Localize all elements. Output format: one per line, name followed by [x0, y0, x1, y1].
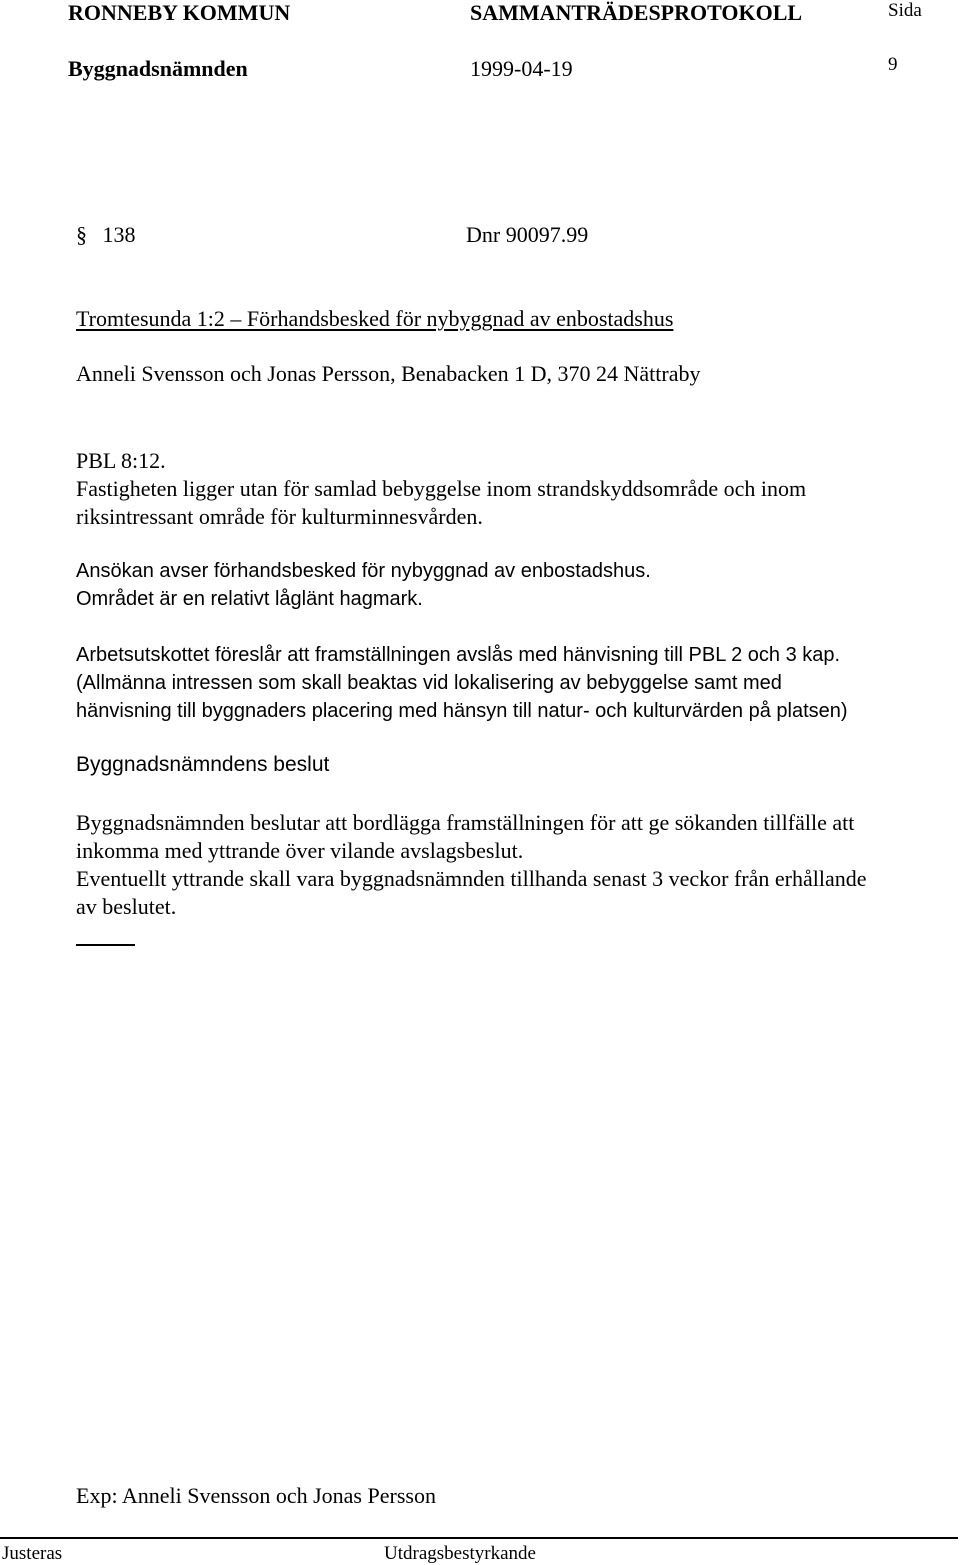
- justeras-label: Justeras: [2, 1543, 63, 1564]
- paragraph-background: [76, 447, 806, 531]
- paragraph-application: [76, 557, 651, 613]
- item-number-row: [76, 222, 136, 248]
- paragraph-line: av beslutet.: [76, 894, 177, 919]
- utdragsbestyrkande-label: Utdragsbestyrkande: [384, 1543, 536, 1564]
- applicant: Anneli Svensson och Jonas Persson, Benabacken 1 D, 370 24 Nättraby: [76, 361, 701, 386]
- separator-line: [76, 944, 135, 946]
- section-sign: §: [76, 222, 87, 247]
- decision-heading: Byggnadsnämndens beslut: [76, 753, 330, 776]
- committee-name: Byggnadsnämnden: [68, 56, 248, 81]
- pbl-reference: PBL 8:12.: [76, 448, 166, 473]
- item-number: 138: [102, 222, 136, 247]
- paragraph-line: (Allmänna intressen som skall beaktas vid lokalisering av bebyggelse samt med: [76, 672, 782, 694]
- paragraph-line: Byggnadsnämnden beslutar att bordlägga framställningen för att ge sökanden tillfälle att: [76, 810, 855, 835]
- paragraph-line: Arbetsutskottet föreslår att framställningen avslås med hänvisning till PBL 2 och 3 kap.: [76, 644, 841, 666]
- paragraph-line: Ansökan avser förhandsbesked för nybyggnad av enbostadshus.: [76, 560, 651, 582]
- paragraph-line: hänvisning till byggnaders placering med hänsyn till natur- och kulturvärden på platsen): [76, 700, 848, 722]
- paragraph-line: inkomma med yttrande över vilande avslagsbeslut.: [76, 838, 524, 863]
- paragraph-line: Fastigheten ligger utan för samlad bebyggelse inom strandskyddsområde och inom: [76, 476, 807, 501]
- paragraph-line: riksintressant område för kulturminnesvården.: [76, 504, 483, 529]
- meeting-date: 1999-04-19: [470, 56, 573, 81]
- org-name: RONNEBY KOMMUN: [68, 0, 291, 25]
- page-label: Sida: [888, 0, 922, 21]
- paragraph-line: Eventuellt yttrande skall vara byggnadsnämnden tillhanda senast 3 veckor från erhållande: [76, 866, 867, 891]
- paragraph-line: Området är en relativt låglänt hagmark.: [76, 588, 423, 610]
- paragraph-proposal: [76, 641, 848, 725]
- page-number: 9: [888, 54, 898, 75]
- dnr: Dnr 90097.99: [466, 222, 589, 247]
- doc-type: SAMMANTRÄDESPROTOKOLL: [470, 0, 803, 25]
- paragraph-decision: [76, 809, 867, 921]
- item-title: Tromtesunda 1:2 – Förhandsbesked för nybyggnad av enbostadshus: [76, 306, 674, 331]
- distribution-note: Exp: Anneli Svensson och Jonas Persson: [76, 1483, 436, 1508]
- footer-rule: [0, 1537, 958, 1539]
